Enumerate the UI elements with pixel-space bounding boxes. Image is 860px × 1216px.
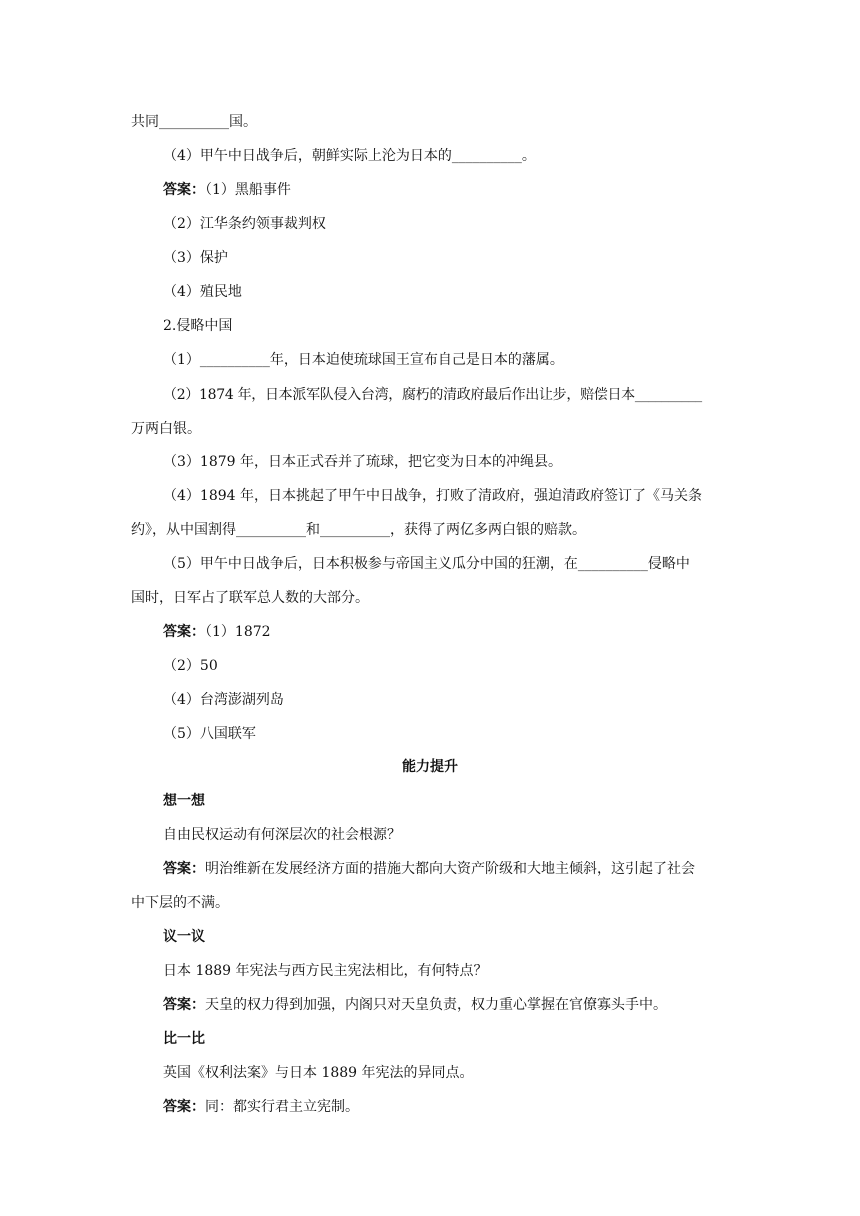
answer-text: 同：都实行君主立宪制。 — [205, 1099, 359, 1115]
answer-label: 答案： — [163, 861, 205, 877]
text-line: （2）江华条约领事裁判权 — [163, 216, 326, 232]
question-text: 自由民权运动有何深层次的社会根源？ — [163, 827, 401, 843]
section-heading: 2.侵略中国 — [163, 318, 233, 334]
text-line: （4）1894 年，日本挑起了甲午中日战争，打败了清政府，强迫清政府签订了《马关条 — [163, 488, 702, 504]
question-text: 日本 1889 年宪法与西方民主宪法相比，有何特点？ — [163, 963, 488, 979]
text-line: 中下层的不满。 — [131, 895, 229, 911]
answer-line — [163, 180, 291, 200]
text-line: （3）保护 — [163, 250, 228, 266]
subsection-heading: 想一想 — [163, 793, 205, 809]
text-line: 共同__________国。 — [131, 114, 257, 130]
question-text: 英国《权利法案》与日本 1889 年宪法的异同点。 — [163, 1065, 474, 1081]
text-line: （4）台湾澎湖列岛 — [163, 692, 284, 708]
text-line: （2）50 — [163, 658, 218, 674]
answer-line — [163, 622, 271, 642]
text-line: （1）__________年，日本迫使琉球国王宣布自己是日本的藩属。 — [163, 352, 564, 368]
answer-text: （1）黑船事件 — [205, 182, 291, 198]
answer-text: （1）1872 — [205, 624, 271, 640]
subsection-heading: 比一比 — [163, 1031, 205, 1047]
subsection-heading: 议一议 — [163, 929, 205, 945]
answer-text: 天皇的权力得到加强，内阁只对天皇负责，权力重心掌握在官僚寡头手中。 — [205, 997, 667, 1013]
text-line: （3）1879 年，日本正式吞并了琉球，把它变为日本的冲绳县。 — [163, 454, 562, 470]
answer-label: 答案： — [163, 997, 205, 1013]
text-line: 约》，从中国割得__________和__________，获得了两亿多两白银的赔款。 — [131, 522, 586, 538]
answer-line — [163, 859, 695, 879]
text-line: （5）甲午中日战争后，日本积极参与帝国主义瓜分中国的狂潮，在__________侵略中 — [163, 556, 690, 572]
answer-label: 答案： — [163, 182, 205, 198]
text-line: （4）殖民地 — [163, 284, 242, 300]
text-line: 万两白银。 — [131, 421, 201, 437]
answer-label: 答案： — [163, 624, 205, 640]
section-title: 能力提升 — [402, 759, 458, 775]
answer-line — [163, 1097, 359, 1117]
answer-text: 明治维新在发展经济方面的措施大都向大资产阶级和大地主倾斜，这引起了社会 — [205, 861, 695, 877]
text-line: （4）甲午中日战争后，朝鲜实际上沦为日本的__________。 — [163, 148, 536, 164]
answer-label: 答案： — [163, 1099, 205, 1115]
text-line: 国时，日军占了联军总人数的大部分。 — [131, 590, 369, 606]
text-line: （2）1874 年，日本派军队侵入台湾，腐朽的清政府最后作出让步，赔偿日本__________ — [163, 387, 702, 403]
answer-line — [163, 995, 667, 1015]
text-line: （5）八国联军 — [163, 726, 256, 742]
